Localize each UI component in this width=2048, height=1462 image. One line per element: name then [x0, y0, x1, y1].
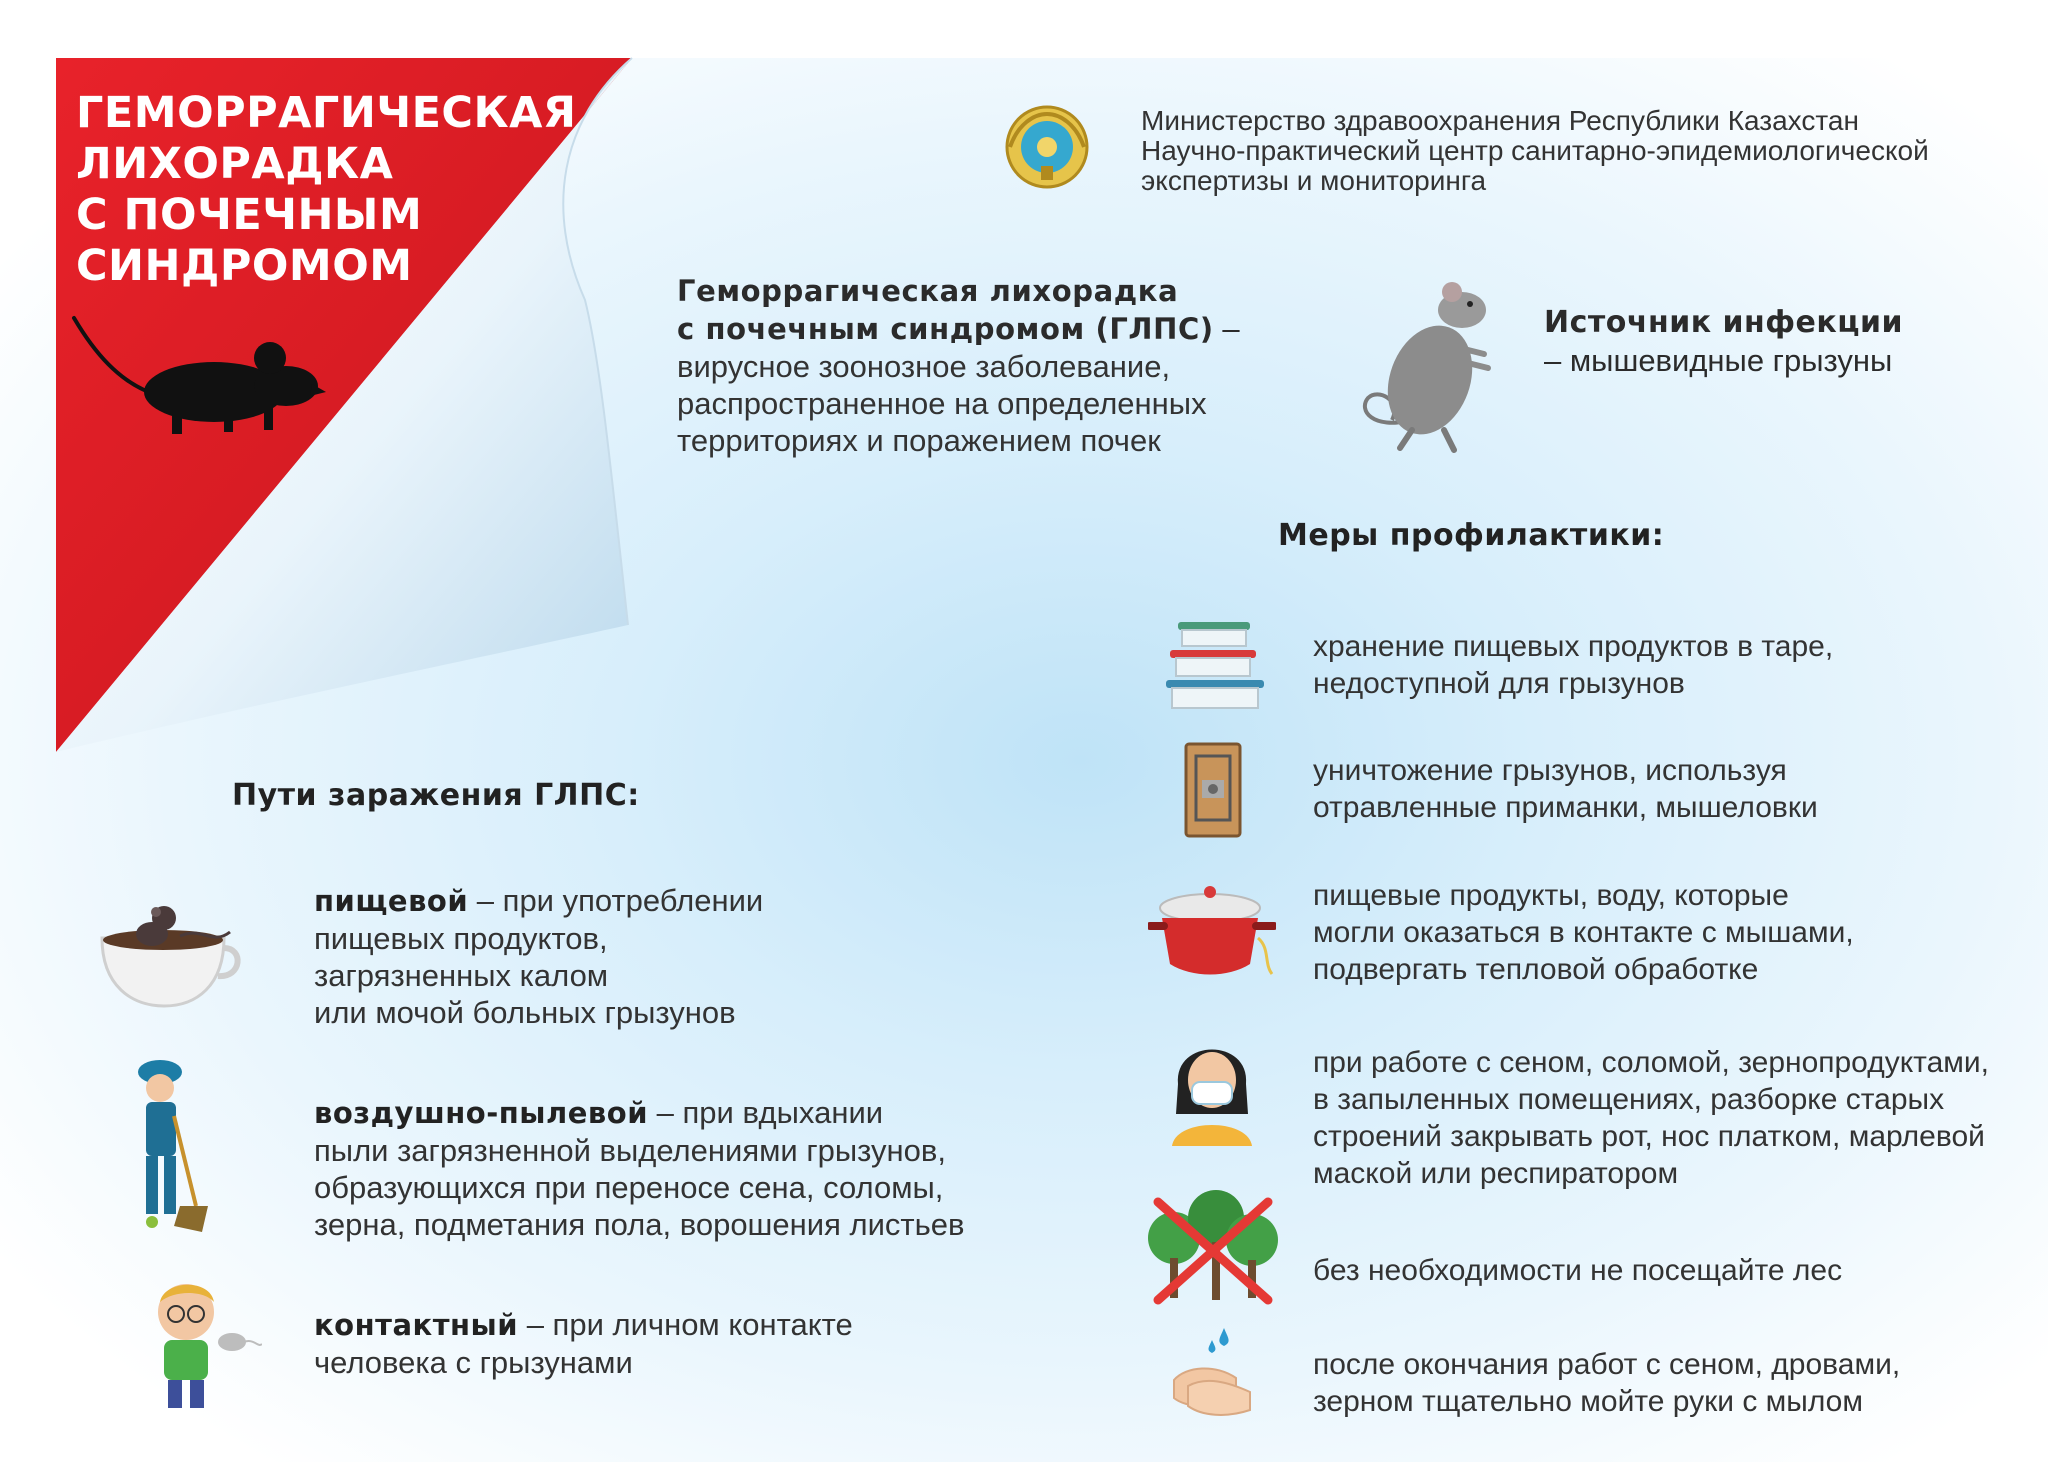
ministry-line: Научно-практический центр санитарно-эпидемиологической [1141, 135, 1929, 166]
prevention-item: уничтожение грызунов, используя отравленные приманки, мышеловки [1313, 754, 1818, 824]
face-mask-icon [1168, 1028, 1256, 1146]
definition-dash: – [1213, 311, 1240, 346]
infection-source [1544, 304, 1903, 380]
prevention-item: при работе с сеном, соломой, зернопродуктами, в запыленных помещениях, разборке старых строений закрывать рот, нос платком, марлевой маской или респиратором [1313, 1046, 1989, 1190]
route-item [314, 1094, 1014, 1243]
route-text: – при вдыхании пыли загрязненной выделениями грызунов, образующихся при переносе сена, соломы, зерна, подметания пола, ворошения листьев [314, 1095, 965, 1242]
definition-term: Геморрагическая лихорадка с почечным синдромом (ГЛПС) [677, 274, 1214, 346]
kazakhstan-emblem-icon [1004, 104, 1090, 190]
source-text: – мышевидные грызуны [1544, 343, 1893, 378]
prevention-item: пищевые продукты, воду, которые могли оказаться в контакте с мышами, подвергать тепловой обработке [1313, 879, 1854, 986]
prevention-item: без необходимости не посещайте лес [1313, 1254, 1843, 1287]
source-title: Источник инфекции [1544, 305, 1904, 340]
prevention-item: после окончания работ с сеном, дровами, зерном тщательно мойте руки с мылом [1313, 1348, 1901, 1418]
hand-washing-icon [1166, 1326, 1258, 1418]
definition-text: вирусное зоонозное заболевание, распространенное на определенных территориях и поражением почек [677, 349, 1207, 458]
route-text: – при употреблении пищевых продуктов, загрязненных калом или мочой больных грызунов [314, 883, 764, 1030]
route-item [314, 882, 1014, 1031]
no-forest-icon [1140, 1188, 1286, 1308]
mousetrap-icon [1184, 742, 1242, 838]
child-with-mouse-icon [134, 1278, 262, 1414]
prevention-heading: Меры профилактики: [1278, 518, 1665, 553]
sweeping-worker-icon [128, 1056, 208, 1232]
rat-icon [1352, 270, 1504, 456]
route-name: контактный [314, 1308, 519, 1342]
food-containers-icon [1164, 618, 1266, 710]
poster-title: ГЕМОРРАГИЧЕСКАЯ ЛИХОРАДКА С ПОЧЕЧНЫМ СИНДРОМОМ [76, 88, 577, 291]
cooking-pot-icon [1148, 878, 1276, 980]
black-mouse-icon [64, 312, 326, 434]
route-name: пищевой [314, 884, 469, 918]
ministry-line: экспертизы и мониторинга [1141, 165, 1487, 196]
route-item [314, 1306, 1014, 1381]
ministry-header [1141, 106, 1929, 196]
routes-heading: Пути заражения ГЛПС: [232, 778, 640, 813]
mouse-in-cup-icon [92, 906, 242, 1016]
ministry-line: Министерство здравоохранения Республики Казахстан [1141, 105, 1859, 136]
route-text: – при личном контакте человека с грызунами [314, 1307, 853, 1380]
disease-definition [677, 272, 1297, 459]
route-name: воздушно-пылевой [314, 1096, 649, 1130]
prevention-item: хранение пищевых продуктов в таре, недоступной для грызунов [1313, 630, 1834, 700]
